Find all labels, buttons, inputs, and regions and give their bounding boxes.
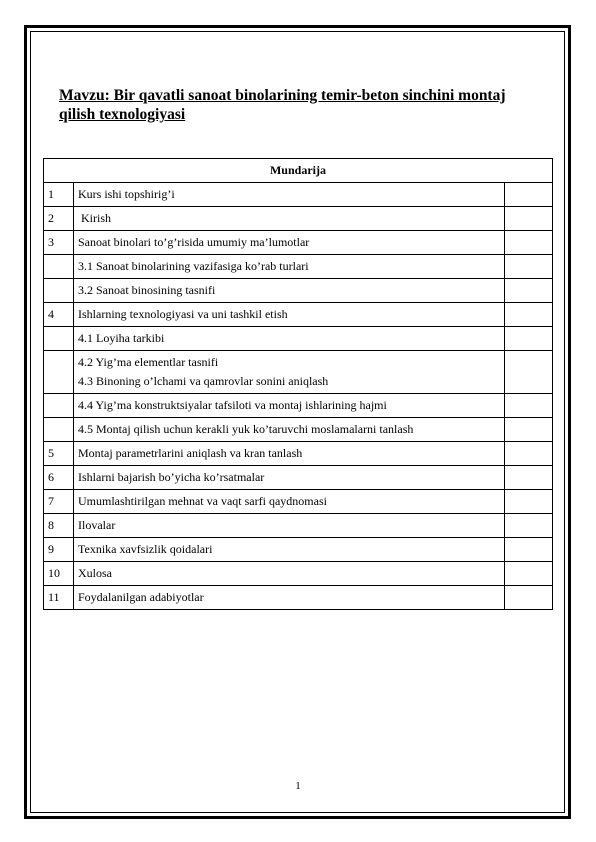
table-row <box>44 255 553 279</box>
row-page <box>505 562 553 586</box>
table-row <box>44 442 553 466</box>
row-number: 6 <box>44 466 74 490</box>
table-row <box>44 394 553 418</box>
row-page <box>505 394 553 418</box>
table-row <box>44 183 553 207</box>
table-row <box>44 586 553 610</box>
row-title: Ishlarning texnologiyasi va uni tashkil etish <box>74 303 505 327</box>
document-title: Mavzu: Bir qavatli sanoat binolarining temir-beton sinchini montaj qilish texnologiyasi <box>59 87 506 123</box>
row-number: 9 <box>44 538 74 562</box>
row-page <box>505 538 553 562</box>
row-number <box>44 418 74 442</box>
row-title: Texnika xavfsizlik qoidalari <box>74 538 505 562</box>
row-number: 3 <box>44 231 74 255</box>
table-row <box>44 327 553 351</box>
row-number <box>44 327 74 351</box>
row-page <box>505 351 553 394</box>
row-page <box>505 207 553 231</box>
row-page <box>505 327 553 351</box>
table-row <box>44 207 553 231</box>
table-row <box>44 231 553 255</box>
row-number <box>44 255 74 279</box>
row-page <box>505 490 553 514</box>
table-row <box>44 562 553 586</box>
row-title: Montaj parametrlarini aniqlash va kran tanlash <box>74 442 505 466</box>
table-row <box>44 351 553 394</box>
row-page <box>505 183 553 207</box>
row-page <box>505 279 553 303</box>
row-page <box>505 586 553 610</box>
row-page <box>505 231 553 255</box>
row-title: 4.5 Montaj qilish uchun kerakli yuk ko’taruvchi moslamalarni tanlash <box>74 418 505 442</box>
row-page <box>505 442 553 466</box>
row-number: 5 <box>44 442 74 466</box>
row-page <box>505 466 553 490</box>
table-row <box>44 538 553 562</box>
row-number <box>44 351 74 394</box>
row-title-line: 4.2 Yig’ma elementlar tasnifi <box>78 355 219 369</box>
row-page <box>505 418 553 442</box>
row-title: Umumlashtirilgan mehnat va vaqt sarfi qaydnomasi <box>74 490 505 514</box>
row-title: Ilovalar <box>74 514 505 538</box>
row-title: 3.1 Sanoat binolarining vazifasiga ko’rab turlari <box>74 255 505 279</box>
table-row <box>44 279 553 303</box>
row-title: Sanoat binolari to’g’risida umumiy ma’lumotlar <box>74 231 505 255</box>
table-row <box>44 418 553 442</box>
row-title-line: 4.3 Binoning o’lchami va qamrovlar sonini aniqlash <box>78 374 329 388</box>
row-title: Foydalanilgan adabiyotlar <box>74 586 505 610</box>
row-number: 1 <box>44 183 74 207</box>
row-title: Xulosa <box>74 562 505 586</box>
row-title: 4.1 Loyiha tarkibi <box>74 327 505 351</box>
row-title <box>74 351 505 394</box>
row-title: Ishlarni bajarish bo’yicha ko’rsatmalar <box>74 466 505 490</box>
row-title: Kurs ishi topshirig’i <box>74 183 505 207</box>
table-of-contents <box>43 158 553 610</box>
row-page <box>505 255 553 279</box>
row-number: 10 <box>44 562 74 586</box>
row-number: 7 <box>44 490 74 514</box>
row-title: 3.2 Sanoat binosining tasnifi <box>74 279 505 303</box>
row-number <box>44 394 74 418</box>
row-page <box>505 303 553 327</box>
row-number: 11 <box>44 586 74 610</box>
row-title: 4.4 Yig’ma konstruktsiyalar tafsiloti va montaj ishlarining hajmi <box>74 394 505 418</box>
row-page <box>505 514 553 538</box>
table-row <box>44 514 553 538</box>
row-number: 8 <box>44 514 74 538</box>
row-number: 2 <box>44 207 74 231</box>
page-number: 1 <box>295 780 301 792</box>
table-row <box>44 466 553 490</box>
table-row <box>44 490 553 514</box>
row-title: Kirish <box>74 207 505 231</box>
row-number <box>44 279 74 303</box>
toc-header: Mundarija <box>44 159 553 183</box>
row-number: 4 <box>44 303 74 327</box>
table-row <box>44 303 553 327</box>
